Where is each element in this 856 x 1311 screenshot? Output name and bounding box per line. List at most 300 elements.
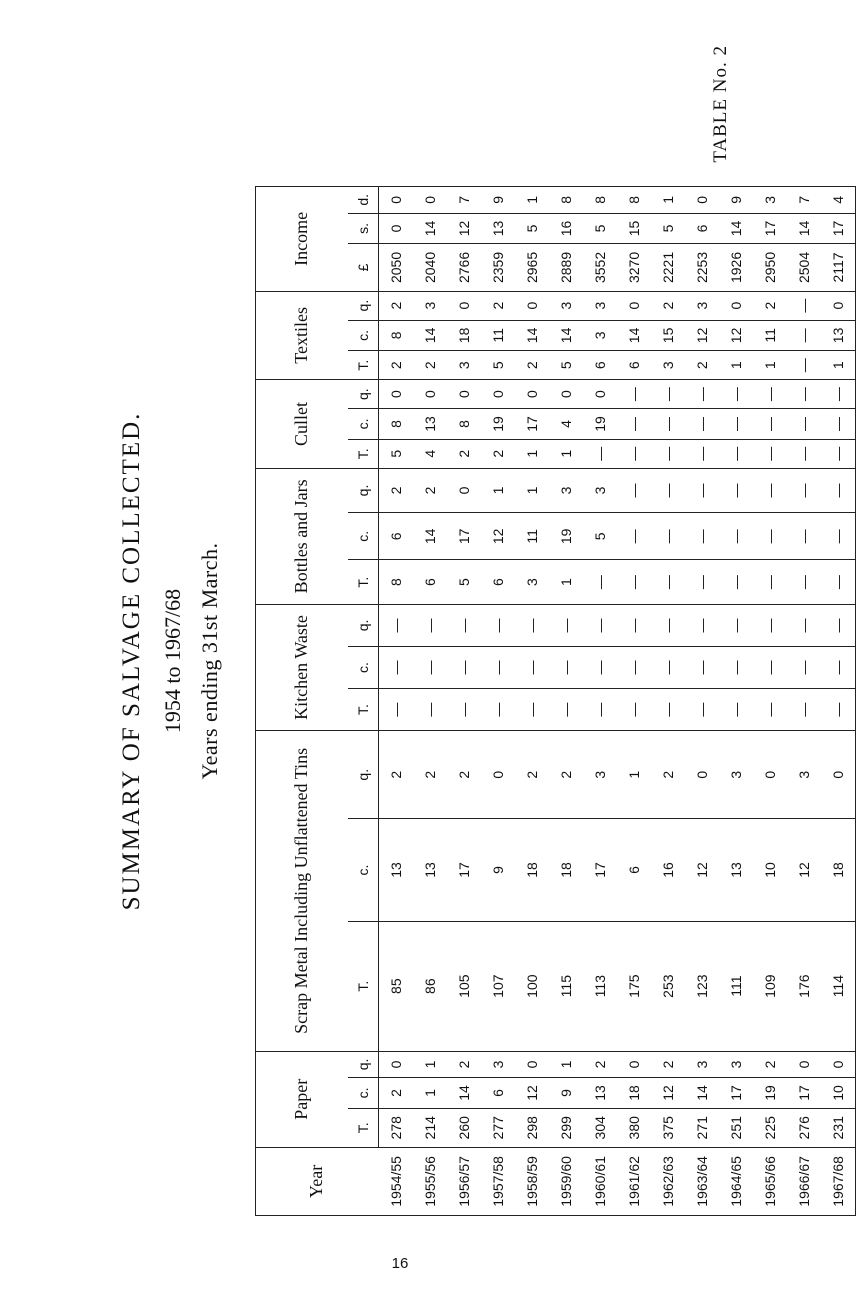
table-cell: — [821,439,856,468]
table-cell: 2 [583,1051,617,1077]
table-cell: 14 [413,320,447,351]
table-cell: 12 [685,320,719,351]
table-cell: 1 [515,439,549,468]
table-row [753,187,787,1216]
table-cell: 17 [719,1078,753,1109]
table-cell: 10 [821,1078,856,1109]
table-cell: — [787,468,821,513]
column-header: Paper [256,1051,349,1147]
table-cell: 14 [413,513,447,560]
table-cell: 5 [515,213,549,244]
table-row [515,187,549,1216]
table-cell: 13 [413,819,447,921]
table-cell: 3 [515,560,549,605]
year-cell: 1964/65 [719,1147,753,1215]
table-cell: 0 [617,291,651,320]
table-cell: 13 [821,320,856,351]
table-cell: 6 [481,560,515,605]
period-note: Years ending 31st March. [197,542,222,780]
table-cell: — [753,560,787,605]
table-cell: 14 [549,320,583,351]
table-cell: 2 [447,1051,481,1077]
table-cell: 18 [515,819,549,921]
table-cell: 6 [379,513,414,560]
unit-header: q. [348,380,379,409]
unit-header: c. [348,1078,379,1109]
table-cell: 1 [753,351,787,380]
table-cell: 214 [413,1108,447,1147]
table-cell: 1 [413,1078,447,1109]
table-cell: 3 [447,351,481,380]
table-cell: — [821,604,856,646]
year-cell: 1960/61 [583,1147,617,1215]
table-cell: — [685,604,719,646]
table-cell: — [787,320,821,351]
table-cell: 3 [651,351,685,380]
table-cell: — [821,468,856,513]
table-cell: 114 [821,921,856,1051]
table-cell: — [583,604,617,646]
table-cell: — [583,439,617,468]
unit-header: T. [348,439,379,468]
table-cell: 5 [651,213,685,244]
table-cell: — [719,439,753,468]
table-cell: 304 [583,1108,617,1147]
table-cell: 1 [651,187,685,214]
table-cell: 2 [447,439,481,468]
table-cell: 1 [719,351,753,380]
table-cell: — [617,439,651,468]
table-cell: 2 [549,731,583,819]
table-cell: 0 [583,380,617,409]
table-cell: 2253 [685,244,719,291]
table-cell: — [685,468,719,513]
table-cell: 9 [481,187,515,214]
table-cell: 14 [413,213,447,244]
table-cell: — [753,409,787,440]
table-row [685,187,719,1216]
table-cell: 1 [549,439,583,468]
table-cell: 0 [481,380,515,409]
table-cell: 0 [685,731,719,819]
table-cell: 7 [447,187,481,214]
table-cell: 2 [413,468,447,513]
table-cell: — [719,513,753,560]
table-row [549,187,583,1216]
unit-header: T. [348,351,379,380]
unit-header: d. [348,187,379,214]
table-cell: 0 [515,380,549,409]
table-cell: 3 [583,468,617,513]
table-cell: — [821,646,856,688]
table-cell: — [651,468,685,513]
table-cell: 18 [617,1078,651,1109]
table-cell: 1 [481,468,515,513]
table-cell: 0 [753,731,787,819]
table-cell: 0 [413,380,447,409]
table-cell: 11 [481,320,515,351]
table-row [821,187,856,1216]
page-number: 16 [391,1255,409,1272]
table-cell: 0 [481,731,515,819]
unit-header: c. [348,320,379,351]
table-cell: 278 [379,1108,414,1147]
table-row [719,187,753,1216]
table-cell: 0 [685,187,719,214]
unit-header: c. [348,409,379,440]
table-cell: 0 [447,380,481,409]
table-cell: 2 [379,468,414,513]
unit-header: T. [348,689,379,731]
table-cell: 2 [651,291,685,320]
table-cell: 115 [549,921,583,1051]
table-cell: — [583,646,617,688]
table-cell: 13 [413,409,447,440]
table-cell: — [685,689,719,731]
table-cell: — [685,380,719,409]
year-cell: 1957/58 [481,1147,515,1215]
table-row [651,187,685,1216]
table-cell: 2 [379,731,414,819]
table-cell: 2504 [787,244,821,291]
table-cell: 1 [549,1051,583,1077]
unit-header: q. [348,468,379,513]
table-cell: 5 [549,351,583,380]
table-cell: — [821,409,856,440]
table-cell: 8 [379,320,414,351]
salvage-table [255,186,856,1216]
table-cell: 17 [821,213,856,244]
table-cell: — [617,646,651,688]
table-cell: 0 [379,1051,414,1077]
table-cell: — [787,351,821,380]
column-header: Textiles [256,291,349,380]
table-row [413,187,447,1216]
table-cell: 2 [413,351,447,380]
table-cell: 2965 [515,244,549,291]
table-cell: 2 [379,1078,414,1109]
table-cell: 13 [481,213,515,244]
table-cell: 253 [651,921,685,1051]
year-cell: 1954/55 [379,1147,414,1215]
table-body [379,187,856,1216]
table-cell: 3 [481,1051,515,1077]
year-cell: 1956/57 [447,1147,481,1215]
table-cell: 14 [719,213,753,244]
table-cell: — [617,513,651,560]
table-cell: 5 [481,351,515,380]
table-cell: 17 [753,213,787,244]
table-cell: — [787,560,821,605]
table-cell: 1926 [719,244,753,291]
table-cell: — [413,604,447,646]
table-cell: — [753,439,787,468]
table-cell: 5 [583,213,617,244]
table-cell: — [719,604,753,646]
table-cell: 176 [787,921,821,1051]
table-cell: 12 [651,1078,685,1109]
table-cell: 6 [685,213,719,244]
table-cell: — [719,689,753,731]
table-cell: 7 [787,187,821,214]
table-cell: 3 [753,187,787,214]
table-cell: — [447,689,481,731]
table-cell: — [481,646,515,688]
table-cell: 0 [515,291,549,320]
table-cell: 19 [753,1078,787,1109]
unit-header: £ [348,244,379,291]
table-row [447,187,481,1216]
year-cell: 1966/67 [787,1147,821,1215]
table-cell: — [685,409,719,440]
year-cell: 1967/68 [821,1147,856,1215]
table-cell: — [617,468,651,513]
table-cell: 276 [787,1108,821,1147]
table-cell: 2 [515,731,549,819]
year-cell: 1959/60 [549,1147,583,1215]
table-cell: 14 [787,213,821,244]
table-cell: 3 [583,320,617,351]
table-cell: 14 [515,320,549,351]
table-cell: 15 [617,213,651,244]
table-cell: 8 [583,187,617,214]
table-cell: 3 [549,291,583,320]
table-cell: 12 [787,819,821,921]
table-cell: 0 [515,1051,549,1077]
table-cell: — [685,513,719,560]
table-row [617,187,651,1216]
table-cell: 4 [413,439,447,468]
table-cell: 3552 [583,244,617,291]
table-cell: — [787,646,821,688]
table-cell: 2359 [481,244,515,291]
table-header-row [256,187,349,1216]
table-cell: 175 [617,921,651,1051]
table-cell: — [753,604,787,646]
table-cell: 0 [379,380,414,409]
column-header: Year [256,1147,379,1215]
table-cell: — [651,380,685,409]
column-header: Kitchen Waste [256,604,349,730]
table-cell: — [617,560,651,605]
table-cell: 3 [685,291,719,320]
table-cell: 260 [447,1108,481,1147]
table-cell: — [787,380,821,409]
table-cell: 4 [821,187,856,214]
table-row [379,187,414,1216]
table-cell: — [719,646,753,688]
table-cell: — [549,689,583,731]
table-cell: — [753,468,787,513]
table-cell: — [821,689,856,731]
table-cell: — [617,604,651,646]
table-cell: — [651,439,685,468]
table-cell: 2 [753,1051,787,1077]
unit-header: q. [348,291,379,320]
table-cell: 5 [583,513,617,560]
table-cell: — [719,468,753,513]
table-cell: — [719,380,753,409]
table-cell: 17 [447,819,481,921]
table-cell: 2 [685,351,719,380]
table-cell: 10 [753,819,787,921]
table-cell: 2040 [413,244,447,291]
table-cell: — [685,646,719,688]
table-cell: 2 [481,291,515,320]
table-cell: 2 [379,351,414,380]
table-cell: 0 [617,1051,651,1077]
table-cell: 0 [379,213,414,244]
table-cell: — [753,689,787,731]
table-cell: 18 [447,320,481,351]
table-row [583,187,617,1216]
table-cell: 123 [685,921,719,1051]
table-cell: 2 [379,291,414,320]
table-cell: 9 [719,187,753,214]
table-cell: — [719,409,753,440]
table-cell: — [413,689,447,731]
table-cell: 86 [413,921,447,1051]
table-cell: 251 [719,1108,753,1147]
unit-header: s. [348,213,379,244]
table-cell: 6 [413,560,447,605]
table-cell: 2 [413,731,447,819]
table-cell: 6 [583,351,617,380]
table-cell: — [651,604,685,646]
table-cell: 6 [617,819,651,921]
table-cell: — [685,439,719,468]
unit-header: c. [348,646,379,688]
table-cell: — [413,646,447,688]
table-cell: — [617,409,651,440]
table-cell: — [379,689,414,731]
table-cell: 16 [549,213,583,244]
table-cell: 231 [821,1108,856,1147]
table-cell: — [617,380,651,409]
table-cell: 19 [549,513,583,560]
table-cell: 3 [719,1051,753,1077]
table-cell: 1 [549,560,583,605]
table-cell: 0 [821,291,856,320]
table-cell: — [583,560,617,605]
table-cell: 0 [821,731,856,819]
table-cell: — [753,380,787,409]
table-cell: — [481,689,515,731]
table-cell: — [549,646,583,688]
table-cell: 14 [447,1078,481,1109]
table-cell: — [651,409,685,440]
table-cell: 271 [685,1108,719,1147]
table-cell: 2889 [549,244,583,291]
table-cell: — [651,689,685,731]
unit-header: T. [348,921,379,1051]
table-cell: 12 [515,1078,549,1109]
table-row [787,187,821,1216]
table-cell: 0 [719,291,753,320]
table-cell: 111 [719,921,753,1051]
unit-header: c. [348,513,379,560]
table-cell: — [651,646,685,688]
table-cell: — [787,291,821,320]
table-cell: 13 [583,1078,617,1109]
table-cell: 5 [447,560,481,605]
table-cell: 225 [753,1108,787,1147]
table-cell: 18 [549,819,583,921]
table-cell: 16 [651,819,685,921]
table-cell: 17 [583,819,617,921]
table-cell: — [583,689,617,731]
table-cell: 109 [753,921,787,1051]
table-cell: — [787,604,821,646]
year-cell: 1958/59 [515,1147,549,1215]
table-cell: 3 [787,731,821,819]
table-cell: 0 [447,291,481,320]
table-cell: 3 [549,468,583,513]
table-cell: 13 [719,819,753,921]
table-cell: 12 [481,513,515,560]
table-cell: — [515,646,549,688]
table-cell: 5 [379,439,414,468]
unit-header: c. [348,819,379,921]
table-cell: 277 [481,1108,515,1147]
table-cell: 85 [379,921,414,1051]
table-cell: 2221 [651,244,685,291]
table-cell: 3 [583,731,617,819]
column-header: Scrap Metal Including Unflattened Tins [256,731,349,1052]
table-cell: 2 [753,291,787,320]
table-cell: 11 [515,513,549,560]
table-cell: — [787,409,821,440]
table-cell: 9 [481,819,515,921]
table-cell: 3270 [617,244,651,291]
page-subtitle: 1954 to 1967/68 [160,588,185,734]
table-cell: 0 [379,187,414,214]
table-cell: 0 [787,1051,821,1077]
table-cell: 1 [413,1051,447,1077]
table-cell: 17 [447,513,481,560]
table-cell: 14 [685,1078,719,1109]
unit-header: q. [348,731,379,819]
table-cell: — [447,604,481,646]
column-header: Bottles and Jars [256,468,349,604]
table-units-row [348,187,379,1216]
table-cell: 375 [651,1108,685,1147]
table-cell: 1 [515,468,549,513]
table-cell: 2 [651,1051,685,1077]
table-cell: 298 [515,1108,549,1147]
year-cell: 1965/66 [753,1147,787,1215]
table-cell: — [379,604,414,646]
table-cell: 1 [821,351,856,380]
page-title: SUMMARY OF SALVAGE COLLECTED. [118,411,145,911]
year-cell: 1963/64 [685,1147,719,1215]
table-cell: — [685,560,719,605]
column-header: Income [256,187,349,292]
table-cell: 12 [719,320,753,351]
table-cell: 12 [447,213,481,244]
table-cell: 100 [515,921,549,1051]
table-cell: 2 [481,439,515,468]
table-cell: 15 [651,320,685,351]
table-cell: — [821,380,856,409]
unit-header: q. [348,604,379,646]
table-cell: — [651,560,685,605]
table-cell: 4 [549,409,583,440]
table-cell: 11 [753,320,787,351]
table-cell: — [719,560,753,605]
table-cell: 8 [549,187,583,214]
table-cell: 2050 [379,244,414,291]
